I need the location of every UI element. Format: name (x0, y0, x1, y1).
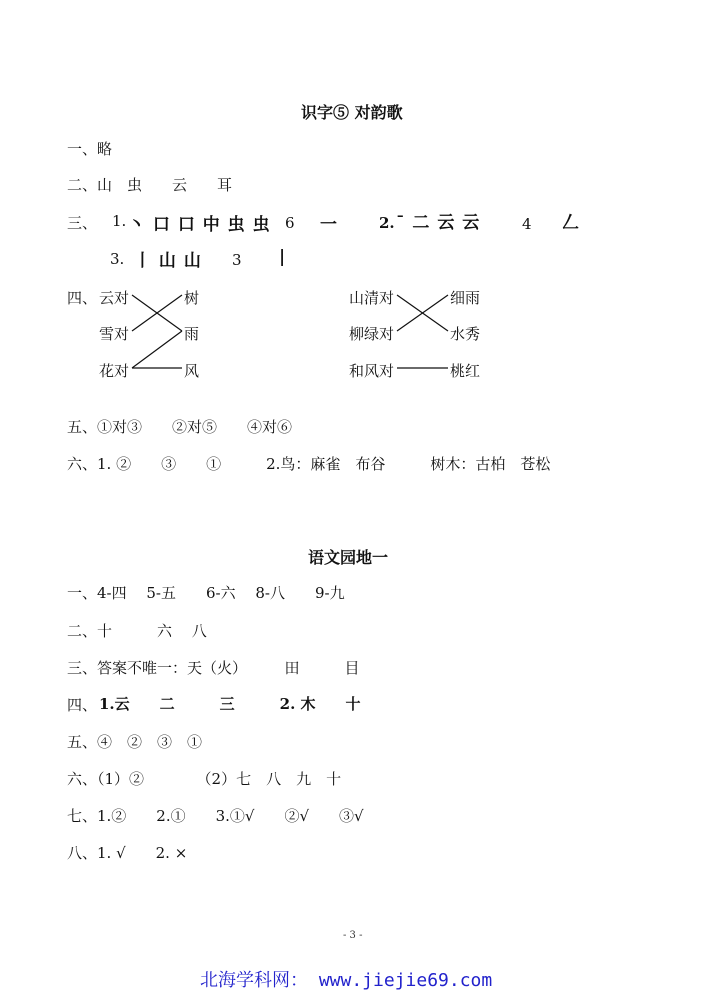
s2-q3: 三、答案不唯一：天（火） 田 目 (67, 659, 360, 677)
s1-q3-part1-no: 1. (112, 212, 127, 230)
s1-q1: 一、略 (67, 140, 113, 158)
s2-q7: 七、1.② 2.① 3.①√ ②√ ③√ (67, 807, 364, 825)
s2-q2: 二、十 六 八 (67, 622, 207, 640)
section2-title: 语文园地一 (308, 548, 389, 567)
s1-q4-left-a-2: 花对 (99, 362, 130, 380)
s1-q5: 五、①对③ ②对⑤ ④对⑥ (67, 418, 293, 436)
page-number: - 3 - (343, 930, 363, 941)
s1-q4-left-b-2: 风 (184, 362, 200, 380)
s2-q1: 一、4-四 5-五 6-六 8-八 9-九 (67, 584, 345, 602)
s1-q4-left-b-1: 雨 (184, 325, 200, 343)
s1-q3-part2-stroke: 𠃋 (562, 213, 580, 233)
s1-q3-part3-strokes: 丨 山 山 (134, 251, 202, 271)
s1-q3-part1-strokes: 丶 口 口 中 虫 虫 (128, 215, 271, 235)
s2-q4-text: 1.云 二 三 2. 木 十 (99, 695, 361, 713)
s2-q4-prefix: 四、 (67, 696, 98, 714)
s1-q3-part2-strokes: ˉ 二 云 云 (396, 213, 481, 233)
s1-q4-right-b-1: 水秀 (450, 325, 481, 343)
s1-q4-prefix: 四、 (67, 289, 98, 307)
s1-q3-part3-no: 3. (110, 250, 125, 268)
s1-q4-left-a-1: 雪对 (99, 325, 130, 343)
s1-q4-left-a-0: 云对 (99, 289, 130, 307)
s1-q4-right-a-0: 山清对 (349, 289, 395, 307)
s1-q3-part2-no: 2. (379, 214, 395, 232)
s1-q4-right-a-1: 柳绿对 (349, 325, 395, 343)
s1-q6: 六、1. ② ③ ① 2.鸟：麻雀 布谷 树木：古柏 苍松 (67, 455, 551, 473)
s2-q8: 八、1. √ 2. × (67, 844, 188, 862)
s1-q4-right-b-0: 细雨 (450, 289, 481, 307)
s1-q2: 二、山 虫 云 耳 (67, 176, 233, 194)
s1-q3-part1-count: 6 (285, 214, 295, 232)
match-line-hua-yu (132, 331, 182, 368)
s1-q3-part3-stroke: | (279, 247, 287, 267)
s1-q3-part3-count: 3 (232, 251, 242, 269)
footer-site-link[interactable]: 北海学科网： www.jiejie69.com (200, 970, 493, 991)
s1-q4-left-b-0: 树 (184, 289, 200, 307)
s2-q5: 五、④ ② ③ ① (67, 733, 203, 751)
s1-q4-right-b-2: 桃红 (450, 362, 481, 380)
s1-q4-right-a-2: 和风对 (349, 362, 395, 380)
s2-q6: 六、（1）② （2）七 八 九 十 (67, 770, 342, 788)
s1-q3-part1-stroke: 一 (320, 215, 338, 235)
s1-q3-prefix: 三、 (67, 214, 98, 232)
section1-title: 识字⑤ 对韵歌 (301, 103, 403, 122)
s1-q3-part2-count: 4 (522, 215, 532, 233)
